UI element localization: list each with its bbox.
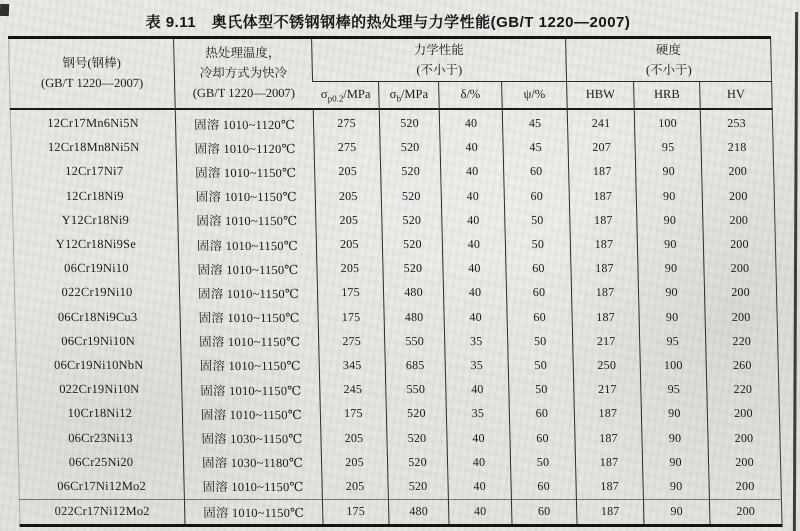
hrb-cell: 90 (643, 499, 710, 525)
sigma-b-cell: 520 (380, 136, 441, 160)
sigma-p02-cell: 175 (320, 402, 387, 426)
hbw-cell: 187 (574, 402, 642, 426)
sigma-b-cell: 520 (380, 160, 441, 184)
sigma-p02-cell: 345 (319, 353, 386, 377)
psi-cell: 60 (510, 426, 576, 450)
heat-treatment-cell: 固溶 1010~1150℃ (178, 208, 317, 232)
steel-grade-cell: 022Cr19Ni10N (59, 382, 140, 397)
delta-cell: 40 (441, 184, 505, 208)
steel-grade-cell: 06Cr19Ni10N (61, 333, 136, 348)
hv-cell: 220 (707, 378, 780, 402)
psi-cell: 45 (502, 109, 568, 136)
heat-treatment-cell: 固溶 1010~1150℃ (180, 329, 319, 353)
hbw-cell: 187 (570, 208, 638, 232)
sigma-p02-cell: 275 (318, 329, 385, 353)
hrb-cell: 100 (634, 109, 701, 136)
hbw-cell: 241 (567, 109, 635, 136)
sigma-p02-cell: 205 (322, 474, 389, 499)
hrb-cell: 95 (635, 136, 702, 160)
col-header-steel-grade: 钢号(钢棒) (GB/T 1220—2007) (9, 38, 176, 109)
steel-grade-cell: Y12Cr18Ni9Se (55, 237, 137, 252)
hv-cell: 200 (704, 281, 777, 305)
table-row (19, 474, 782, 499)
delta-cell: 40 (440, 136, 504, 160)
hv-cell: 220 (705, 329, 778, 353)
sigma-b-cell: 520 (382, 232, 443, 256)
hbw-cell: 207 (568, 136, 636, 160)
sigma-p02-cell: 175 (322, 499, 389, 525)
delta-cell: 35 (446, 402, 510, 426)
table-row (19, 499, 782, 525)
table-row (13, 232, 776, 256)
col-header-hrb: HRB (634, 82, 701, 109)
sigma-p02-cell: 275 (313, 109, 380, 136)
table-row (18, 450, 781, 474)
heat-treatment-cell: 固溶 1010~1150℃ (184, 474, 323, 499)
delta-cell: 40 (442, 232, 506, 256)
hv-cell: 218 (701, 136, 774, 160)
heat-treatment-cell: 固溶 1030~1150℃ (183, 426, 322, 450)
table-row (18, 426, 781, 450)
hrb-cell: 90 (636, 184, 703, 208)
sigma-b-cell: 685 (385, 353, 446, 377)
hrb-cell: 90 (642, 450, 709, 474)
sigma-p02-cell: 205 (316, 232, 383, 256)
hbw-cell: 187 (571, 281, 639, 305)
hrb-cell: 100 (640, 353, 707, 377)
group-header-mechanical: 力学性能 (不小于) (312, 38, 567, 82)
delta-cell: 40 (447, 426, 511, 450)
delta-cell: 40 (446, 378, 510, 402)
hv-cell: 200 (709, 499, 782, 525)
sigma-p02-cell: 205 (321, 426, 388, 450)
sigma-p02-cell: 205 (314, 160, 381, 184)
steel-grade-cell: 06Cr18Ni9Cu3 (57, 309, 138, 324)
delta-cell: 40 (448, 474, 512, 499)
col-header-sigma-b: $\sigma_b$/MPa (379, 82, 440, 109)
psi-cell: 60 (506, 281, 572, 305)
heat-treatment-cell: 固溶 1010~1150℃ (178, 232, 317, 256)
psi-cell: 50 (508, 353, 574, 377)
delta-cell: 40 (444, 305, 508, 329)
sigma-b-cell: 480 (384, 305, 445, 329)
table-row (15, 305, 778, 329)
hbw-cell: 187 (568, 160, 636, 184)
delta-cell: 40 (447, 450, 511, 474)
psi-cell: 60 (511, 474, 577, 499)
hrb-cell: 90 (637, 208, 704, 232)
table-row (11, 136, 774, 160)
hbw-cell: 187 (572, 305, 640, 329)
table-row (12, 184, 775, 208)
heat-treatment-cell: 固溶 1010~1150℃ (176, 160, 315, 184)
heat-treatment-cell: 固溶 1010~1150℃ (180, 305, 319, 329)
hv-cell: 200 (703, 208, 776, 232)
sigma-b-cell: 480 (388, 499, 449, 525)
col-header-hv: HV (700, 82, 773, 109)
hrb-cell: 90 (639, 305, 706, 329)
table-row (15, 329, 778, 353)
heat-treatment-cell: 固溶 1010~1120℃ (176, 136, 315, 160)
sigma-b-cell: 550 (384, 329, 445, 353)
delta-cell: 35 (445, 353, 509, 377)
psi-cell: 60 (504, 184, 570, 208)
heat-treatment-cell: 固溶 1010~1150℃ (182, 402, 321, 426)
heat-treatment-cell: 固溶 1010~1120℃ (175, 109, 314, 136)
hv-cell: 200 (703, 232, 776, 256)
psi-cell: 60 (506, 257, 572, 281)
table-row (17, 402, 780, 426)
hrb-cell: 90 (637, 232, 704, 256)
psi-cell: 60 (509, 402, 575, 426)
steel-grade-cell: 12Cr17Mn6Ni5N (47, 116, 139, 131)
page-edge-line (792, 12, 797, 531)
sigma-b-cell: 550 (386, 378, 447, 402)
scan-artifact-topleft (0, 4, 9, 16)
sigma-p02-cell: 175 (318, 305, 385, 329)
hbw-cell: 187 (571, 257, 639, 281)
properties-table (8, 36, 783, 527)
hrb-cell: 90 (638, 281, 705, 305)
table-row (14, 281, 777, 305)
col-header-heat-treatment: 热处理温度， 冷却方式为快冷 (GB/T 1220—2007) (174, 38, 314, 109)
hv-cell: 200 (708, 426, 781, 450)
hv-cell: 200 (705, 305, 778, 329)
psi-cell: 50 (510, 450, 576, 474)
hbw-cell: 187 (576, 474, 644, 499)
psi-cell: 50 (507, 329, 573, 353)
table-row (13, 208, 776, 232)
delta-cell: 40 (439, 109, 503, 136)
col-header-hbw: HBW (567, 82, 635, 109)
hbw-cell: 217 (572, 329, 640, 353)
sigma-b-cell: 520 (386, 402, 447, 426)
hbw-cell: 187 (576, 499, 644, 525)
table-title: 表 9.11 奥氏体型不锈钢钢棒的热处理与力学性能(GB/T 1220—2007) (145, 14, 631, 31)
steel-grade-cell: 12Cr18Mn8Ni5N (47, 140, 140, 155)
hbw-cell: 187 (569, 184, 637, 208)
hrb-cell: 95 (641, 378, 708, 402)
sigma-b-cell: 520 (379, 109, 440, 136)
sigma-b-cell: 480 (383, 281, 444, 305)
sigma-b-cell: 520 (387, 450, 448, 474)
psi-cell: 45 (503, 136, 569, 160)
header-group-row (9, 38, 772, 82)
psi-cell: 50 (509, 378, 575, 402)
table-row (10, 109, 773, 136)
steel-grade-cell: Y12Cr18Ni9 (61, 212, 130, 227)
delta-cell: 40 (442, 208, 506, 232)
sigma-b-cell: 520 (387, 426, 448, 450)
heat-treatment-cell: 固溶 1010~1150℃ (179, 281, 318, 305)
heat-treatment-cell: 固溶 1030~1180℃ (183, 450, 322, 474)
delta-cell: 35 (444, 329, 508, 353)
sigma-b-cell: 520 (381, 184, 442, 208)
col-header-delta: δ/% (439, 82, 503, 109)
hv-cell: 200 (708, 450, 781, 474)
psi-cell: 50 (505, 232, 571, 256)
psi-cell: 60 (507, 305, 573, 329)
sigma-p02-cell: 275 (314, 136, 381, 160)
psi-cell: 60 (511, 499, 577, 525)
psi-cell: 60 (503, 160, 569, 184)
col-header-sigma-p02: $\sigma_{p0.2}$/MPa (313, 82, 380, 109)
hv-cell: 200 (701, 160, 774, 184)
table-row (17, 378, 780, 402)
steel-grade-cell: 06Cr23Ni13 (68, 430, 133, 445)
sigma-b-cell: 520 (382, 208, 443, 232)
hrb-cell: 90 (643, 474, 710, 499)
sigma-p02-cell: 175 (317, 281, 384, 305)
sigma-p02-cell: 205 (315, 184, 382, 208)
hv-cell: 200 (707, 402, 780, 426)
heat-treatment-cell: 固溶 1010~1150℃ (181, 353, 320, 377)
steel-grade-cell: 06Cr19Ni10 (64, 261, 129, 276)
sigma-b-cell: 520 (383, 257, 444, 281)
steel-grade-cell: 10Cr18Ni12 (67, 406, 133, 421)
heat-treatment-cell: 固溶 1010~1150℃ (177, 184, 316, 208)
hrb-cell: 95 (639, 329, 706, 353)
hbw-cell: 187 (575, 426, 643, 450)
hbw-cell: 187 (570, 232, 638, 256)
sigma-b-cell: 520 (388, 474, 449, 499)
hbw-cell: 187 (575, 450, 643, 474)
hrb-cell: 90 (642, 426, 709, 450)
heat-treatment-cell: 固溶 1010~1150℃ (182, 378, 321, 402)
steel-grade-cell: 022Cr19Ni10 (61, 285, 133, 300)
steel-grade-cell: 06Cr25Ni20 (68, 454, 134, 469)
hv-cell: 253 (700, 109, 773, 136)
steel-grade-cell: 06Cr19Ni10NbN (53, 357, 144, 372)
delta-cell: 40 (443, 281, 507, 305)
steel-grade-cell: 06Cr17Ni12Mo2 (57, 478, 147, 493)
sigma-p02-cell: 245 (320, 378, 387, 402)
table-body (10, 109, 782, 526)
steel-grade-cell: 022Cr17Ni12Mo2 (19, 499, 185, 525)
heat-treatment-cell: 固溶 1010~1150℃ (179, 257, 318, 281)
table-row (11, 160, 774, 184)
hv-cell: 200 (702, 184, 775, 208)
steel-grade-cell: 12Cr18Ni9 (65, 188, 124, 203)
heat-treatment-cell: 固溶 1010~1150℃ (184, 499, 323, 525)
table-row (16, 353, 779, 377)
delta-cell: 40 (440, 160, 504, 184)
psi-cell: 50 (505, 208, 571, 232)
hv-cell: 200 (709, 474, 782, 499)
sigma-p02-cell: 205 (316, 208, 383, 232)
steel-grade-cell: 12Cr17Ni7 (64, 164, 124, 179)
group-header-hardness: 硬度 (不小于) (566, 38, 772, 82)
hbw-cell: 217 (574, 378, 642, 402)
col-header-psi: ψ/% (502, 82, 568, 109)
sigma-p02-cell: 205 (321, 450, 388, 474)
hbw-cell: 250 (573, 353, 641, 377)
table-row (14, 257, 777, 281)
hrb-cell: 90 (635, 160, 702, 184)
delta-cell: 40 (443, 257, 507, 281)
hrb-cell: 90 (638, 257, 705, 281)
hv-cell: 260 (706, 353, 779, 377)
sigma-p02-cell: 205 (317, 257, 384, 281)
hv-cell: 200 (704, 257, 777, 281)
hrb-cell: 90 (641, 402, 708, 426)
delta-cell: 40 (448, 499, 512, 525)
